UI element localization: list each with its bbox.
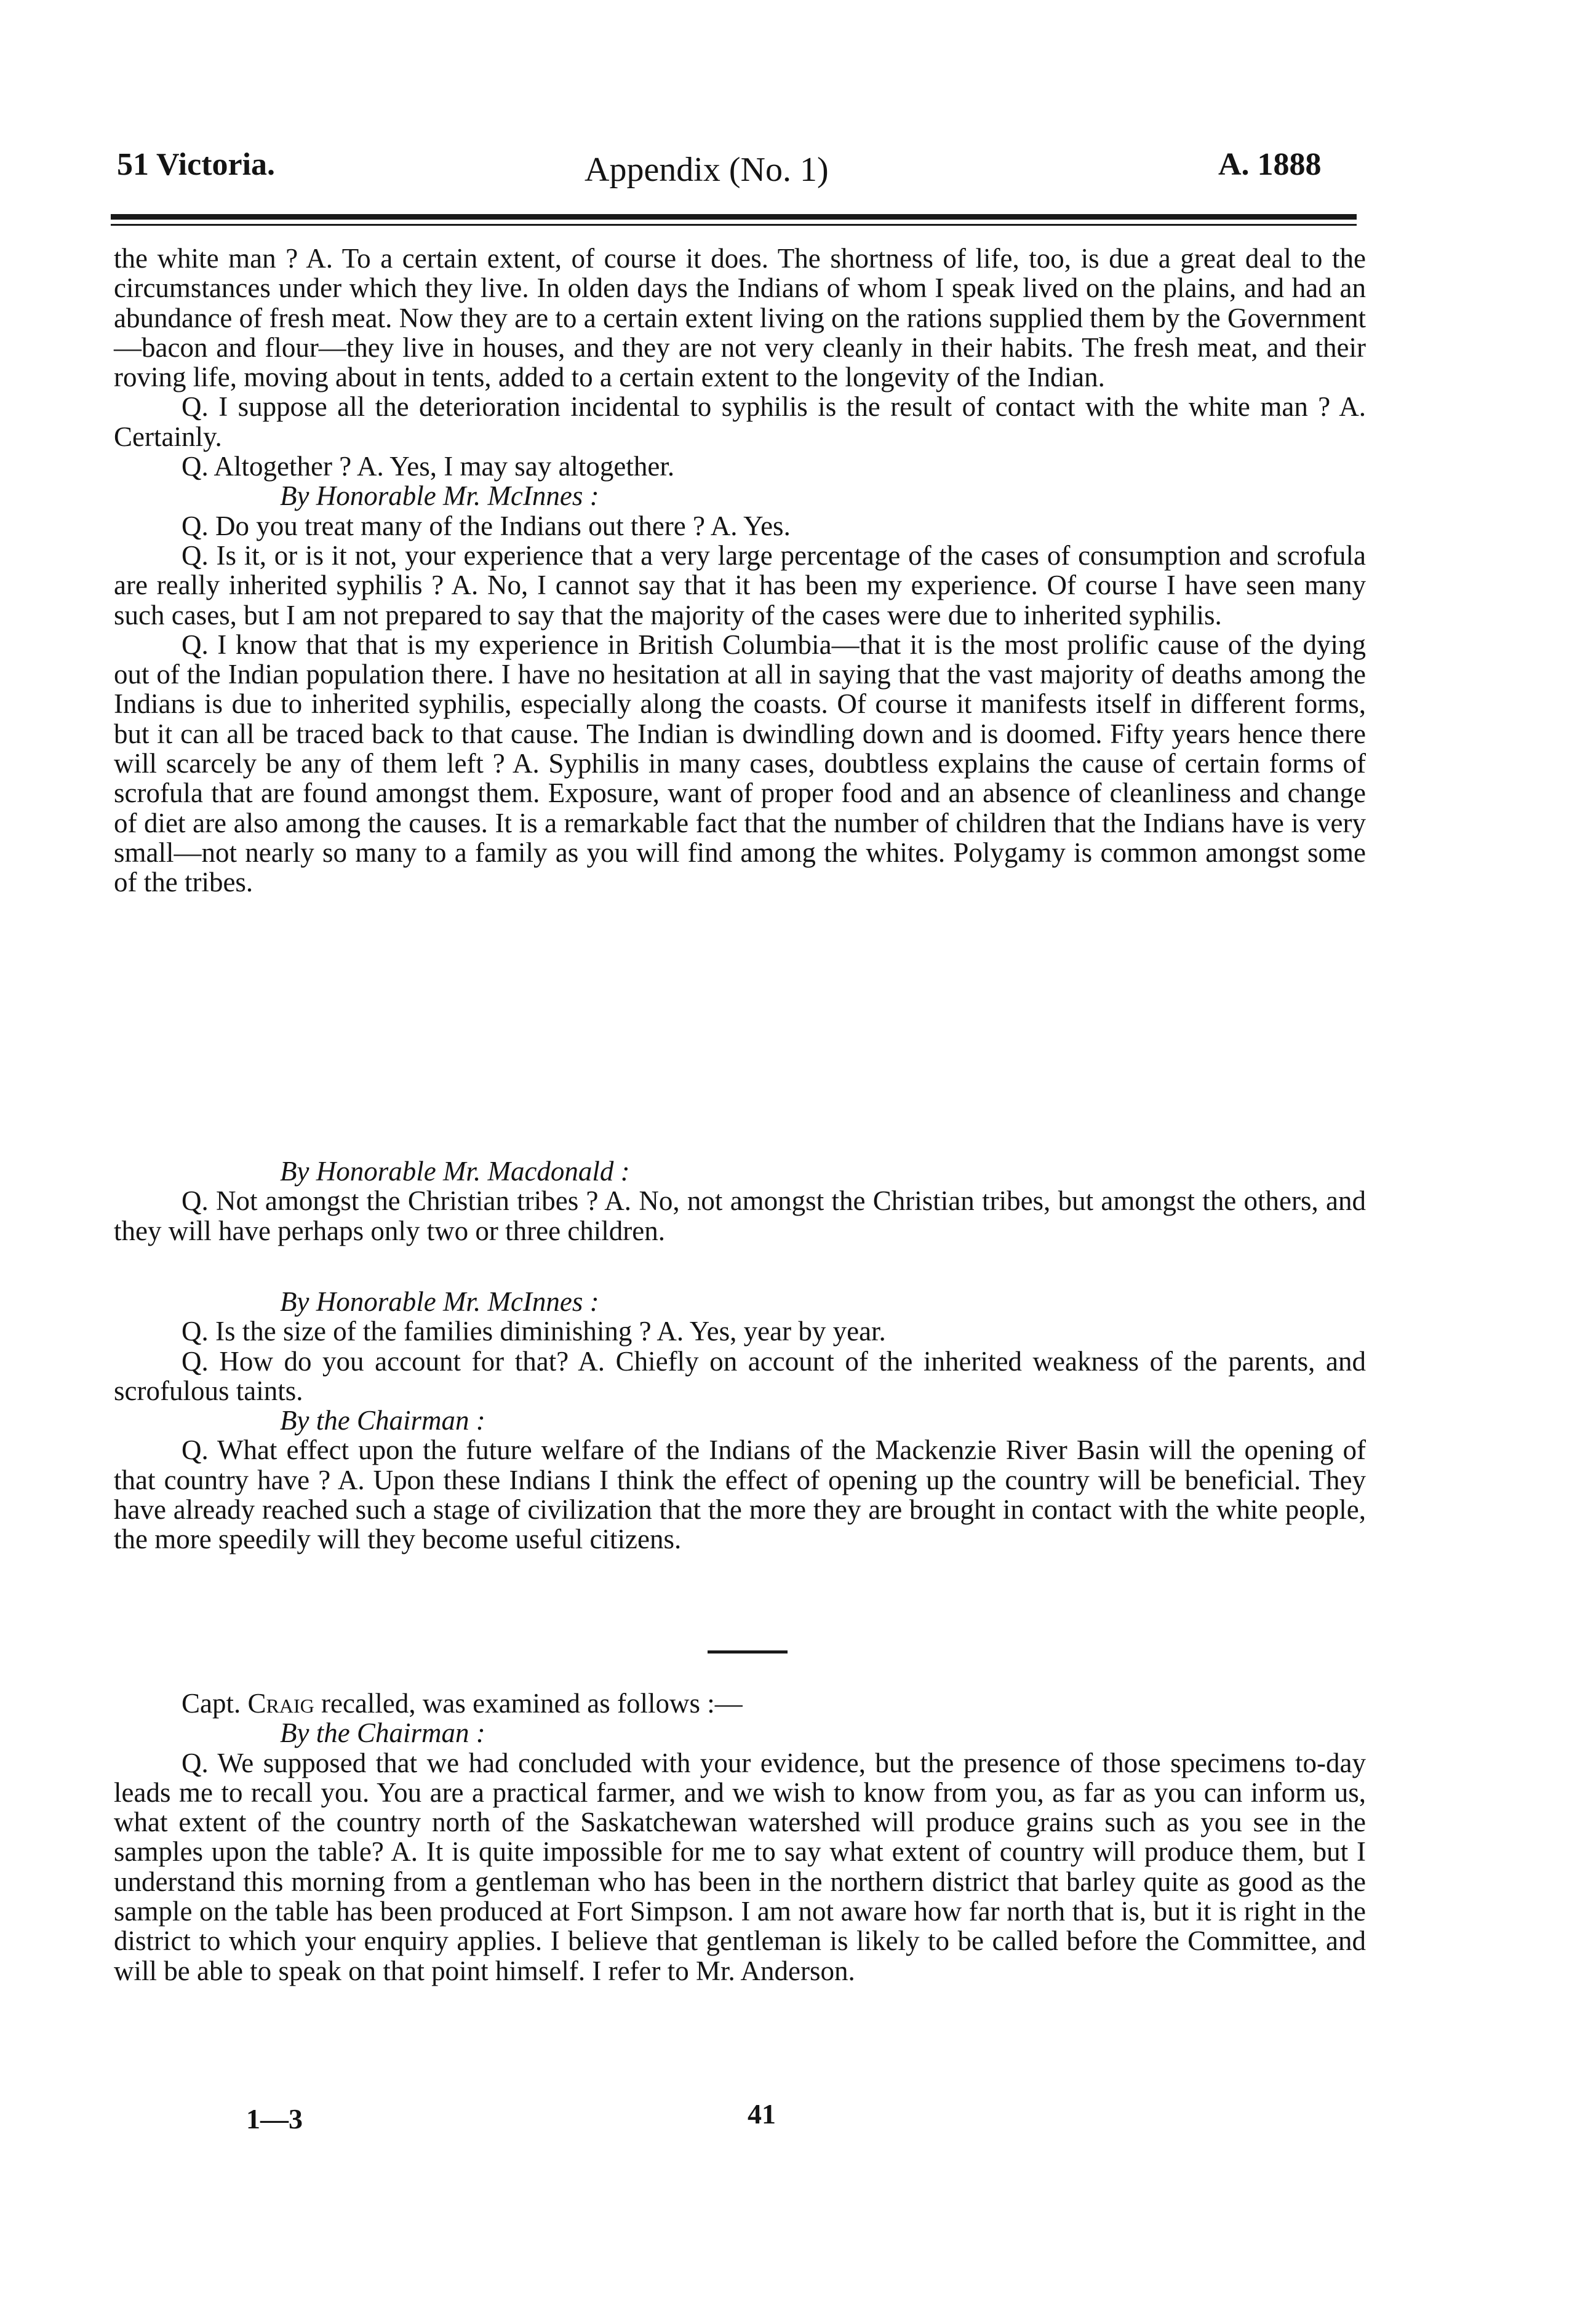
examiner-heading: By Honorable Mr. McInnes : (280, 480, 599, 512)
question-answer: Q. Is the size of the families diminishing ? A. Yes, year by year. (182, 1316, 886, 1347)
testimony-section-4 (114, 1689, 1366, 1986)
paragraph: the white man ? A. To a certain extent, of course it does. The shortness of life, too, is due a great deal to the circumstances under which they live. In olden days the Indians of whom I speak lived on the plains, and had an abundance of fresh meat. Now they are to a certain extent living on the rations supplied them by the Government—bacon and flour—they live in houses, and they are not very cleanly in their habits. The fresh meat, and their roving life, moving about in tents, added to a certain extent to the longevity of the Indian. (114, 243, 1366, 393)
question-answer: Q. I know that that is my experience in British Columbia—that it is the most prolific cause of the dying out of the Indian population there. I have no hesitation at all in saying that the vast majority of deaths among the Indians is due to inherited syphilis, especially along the coasts. Of course it manifests itself in different forms, but it can all be traced back to that cause. The Indian is dwindling down and is doomed. Fifty years hence there will scarcely be any of them left ? A. Syphilis in many cases, doubtless explains the cause of certain forms of scrofula that are found amongst them. Exposure, want of proper food and an absence of cleanliness and change of diet are also among the causes. It is a remarkable fact that the number of children that the Indians have is very small—not nearly so many to a family as you will find among the whites. Polygamy is common amongst some of the tribes. (114, 629, 1366, 898)
header-appendix: Appendix (No. 1) (585, 151, 829, 189)
witness-intro-text: recalled, was examined as follows :— (321, 1688, 743, 1719)
question-answer: Q. We supposed that we had concluded with your evidence, but the presence of those specimens to-day leads me to recall you. You are a practical farmer, and we wish to know from you, as far as you can inform us, what extent of the country north of the Saskatchewan watershed will produce grains such as you see in the samples upon the table? A. It is quite impossible for me to say what extent of country will produce them, but I understand this morning from a gentleman who has been in the northern district that barley quite as good as the sample on the table has been produced at Fort Simpson. I am not aware how far north that is, but it is right in the district to which your enquiry applies. I believe that gentleman is likely to be called before the Committee, and will be able to speak on that point himself. I refer to Mr. Anderson. (114, 1747, 1366, 1986)
question-answer: Q. How do you account for that? A. Chiefly on account of the inherited weakness of the parents, and scrofulous taints. (114, 1345, 1366, 1406)
examiner-heading: By the Chairman : (280, 1717, 485, 1749)
testimony-section-3 (114, 1287, 1366, 1554)
header-rule-thin (111, 224, 1357, 226)
question-answer: Q. What effect upon the future welfare of the Indians of the Mackenzie River Basin will the opening of that country have ? A. Upon these Indians I think the effect of opening up the country will be beneficial. They have already reached such a stage of civilization that the more they are brought in contact with the white people, the more speedily will they become useful citizens. (114, 1435, 1366, 1555)
examiner-heading: By the Chairman : (280, 1405, 485, 1436)
section-divider (708, 1650, 788, 1653)
page-number: 41 (748, 2098, 776, 2130)
testimony-section-1 (114, 244, 1366, 897)
examiner-heading: By Honorable Mr. Macdonald : (280, 1156, 630, 1187)
question-answer: Q. Do you treat many of the Indians out there ? A. Yes. (182, 510, 791, 541)
header-year: A. 1888 (1218, 147, 1322, 182)
footer-signature-mark: 1—3 (246, 2103, 303, 2135)
witness-title: Capt. (182, 1688, 241, 1719)
header-rule-thick (111, 214, 1357, 220)
question-answer: Q. Not amongst the Christian tribes ? A. No, not amongst the Christian tribes, but amongst the others, and they will have perhaps only two or three children. (114, 1185, 1366, 1246)
question-answer: Q. I suppose all the deterioration incidental to syphilis is the result of contact with the white man ? A. Certainly. (114, 391, 1366, 452)
witness-intro (114, 1689, 1366, 1718)
witness-name: Craig (247, 1688, 314, 1719)
header-session: 51 Victoria. (117, 147, 276, 182)
question-answer: Q. Altogether ? A. Yes, I may say altogether. (182, 451, 675, 482)
examiner-heading: By Honorable Mr. McInnes : (280, 1286, 599, 1317)
testimony-section-2 (114, 1156, 1366, 1246)
question-answer: Q. Is it, or is it not, your experience that a very large percentage of the cases of consumption and scrofula are really inherited syphilis ? A. No, I cannot say that it has been my experience. Of course I have seen many such cases, but I am not prepared to say that the majority of the cases were due to inherited syphilis. (114, 539, 1366, 631)
